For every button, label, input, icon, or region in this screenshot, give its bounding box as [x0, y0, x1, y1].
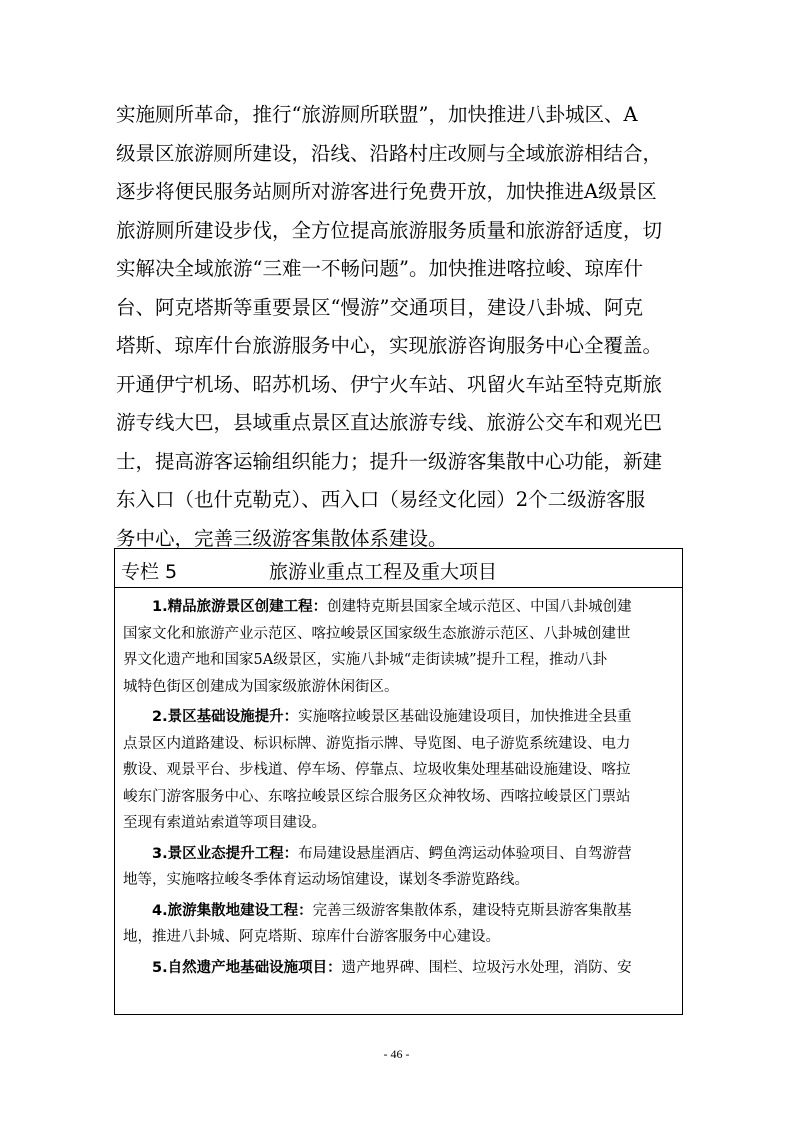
- item-line: [123, 704, 674, 731]
- project-item: [123, 898, 674, 951]
- body-line: 台、阿克塔斯等重要景区“慢游”交通项目，建设八卦城、阿克: [116, 295, 643, 319]
- item-heading: 1.精品旅游景区创建工程：: [152, 599, 328, 615]
- item-line: [123, 955, 674, 982]
- project-item: [123, 704, 674, 837]
- box-header: [115, 549, 682, 588]
- item-line: [123, 841, 674, 868]
- body-line: 开通伊宁机场、昭苏机场、伊宁火车站、巩留火车站至特克斯旅: [116, 372, 663, 396]
- project-item: [123, 841, 674, 894]
- body-line: 务中心，完善三级游客集散体系建设。: [116, 526, 448, 550]
- feature-box: [114, 548, 683, 1015]
- body-line: 实施厕所革命，推行“旅游厕所联盟”，加快推进八卦城区、A: [116, 103, 638, 126]
- item-line: [123, 594, 674, 621]
- item-line: 至现有索道站索道等项目建设。: [123, 815, 326, 831]
- body-line: 实解决全域旅游“三难一不畅问题”。加快推进喀拉峻、琼库什: [116, 257, 643, 280]
- body-line: 游专线大巴，县域重点景区直达旅游专线、旅游公交车和观光巴: [116, 411, 663, 434]
- body-line: 旅游厕所建设步伐，全方位提高旅游服务质量和旅游舒适度，切: [116, 218, 663, 242]
- item-heading: 5.自然遗产地基础设施项目：: [152, 959, 342, 976]
- body-line: 塔斯、琼库什台旅游服务中心，实现旅游咨询服务中心全覆盖。: [116, 334, 663, 357]
- body-line: 东入口（也什克勒克）、西入口（易经文化园）2个二级游客服: [116, 488, 646, 511]
- item-line: 峻东门游客服务中心、东喀拉峻景区综合服务区众神牧场、西喀拉峻景区门票站: [123, 788, 631, 805]
- item-line: [123, 898, 674, 925]
- item-heading: 3.景区业态提升工程：: [152, 845, 299, 862]
- item-line: 国家文化和旅游产业示范区、喀拉峻景区国家级生态旅游示范区、八卦城创建世: [123, 625, 631, 642]
- body-line: 士，提高游客运输组织能力；提升一级游客集散中心功能，新建: [116, 449, 663, 473]
- box-title: 旅游业重点工程及重大项目: [269, 561, 498, 583]
- body-line: 逐步将便民服务站厕所对游客进行免费开放，加快推进A级景区: [116, 180, 657, 203]
- item-line: 点景区内道路建设、标识标牌、游览指示牌、导览图、电子游览系统建设、电力: [123, 735, 631, 752]
- item-line: 地，推进八卦城、阿克塔斯、琼库什台游客服务中心建设。: [123, 929, 500, 945]
- item-heading: 2.景区基础设施提升：: [152, 709, 299, 725]
- item-text: 遗产地界碑、围栏、垃圾污水处理，消防、安: [341, 959, 632, 976]
- page-number: - 46 -: [383, 1047, 410, 1061]
- item-line: 界文化遗产地和国家5A级景区，实施八卦城“走街读城”提升工程，推动八卦: [123, 652, 608, 668]
- item-line: 城特色街区创建成为国家级旅游休闲街区。: [123, 678, 399, 695]
- body-paragraph: [116, 96, 684, 558]
- item-text: 实施喀拉峻景区基础设施建设项目，加快推进全县重: [298, 709, 632, 725]
- item-text: 布局建设悬崖酒店、鳄鱼湾运动体验项目、自驾游营: [298, 845, 632, 862]
- item-line: 敷设、观景平台、步栈道、停车场、停靠点、垃圾收集处理基础设施建设、喀拉: [123, 762, 631, 778]
- item-text: 创建特克斯县国家全域示范区、中国八卦城创建: [327, 599, 632, 615]
- column-label: 专栏 5: [121, 561, 178, 583]
- project-item: [123, 955, 674, 982]
- item-text: 完善三级游客集散体系，建设特克斯县游客集散基: [312, 902, 632, 919]
- item-line: 地等，实施喀拉峻冬季体育运动场馆建设，谋划冬季游览路线。: [123, 872, 529, 888]
- body-line: 级景区旅游厕所建设，沿线、沿路村庄改厕与全域旅游相结合，: [116, 141, 663, 165]
- box-body: [115, 588, 682, 981]
- item-heading: 4.旅游集散地建设工程：: [152, 902, 313, 919]
- project-item: [123, 594, 674, 700]
